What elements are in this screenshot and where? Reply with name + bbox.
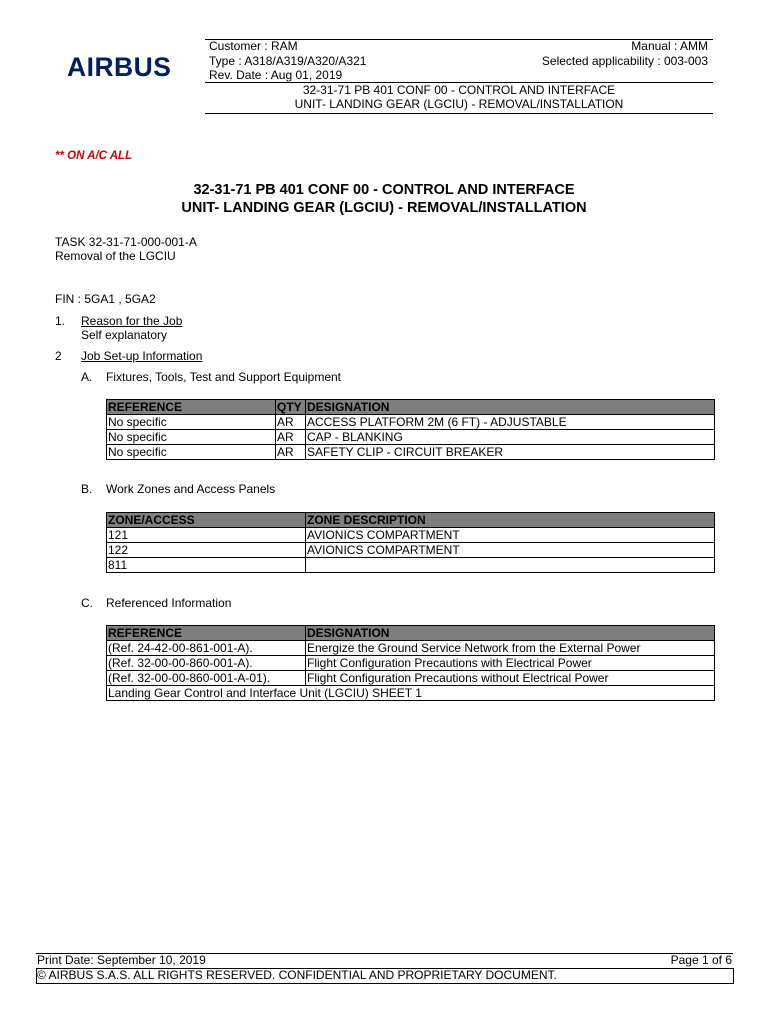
table-row bbox=[107, 430, 715, 445]
section-2-number: 2 bbox=[55, 349, 62, 363]
subsection-a-letter: A. bbox=[81, 370, 93, 384]
section-1-text: Self explanatory bbox=[81, 328, 168, 342]
table-cell: 122 bbox=[107, 543, 306, 558]
section-1-title: Reason for the Job bbox=[81, 314, 183, 328]
table-header-row bbox=[107, 400, 715, 415]
table-cell: No specific bbox=[107, 415, 276, 430]
column-header: ZONE DESCRIPTION bbox=[306, 513, 715, 528]
header-bottom-rule bbox=[205, 113, 713, 114]
reference-link[interactable]: (Ref. 24-42-00-861-001-A). bbox=[107, 641, 306, 656]
table-cell: 121 bbox=[107, 528, 306, 543]
print-date: Print Date: September 10, 2019 bbox=[37, 953, 206, 967]
table-header-row bbox=[107, 626, 715, 641]
reference-link[interactable]: (Ref. 32-00-00-860-001-A). bbox=[107, 656, 306, 671]
table-cell: AR bbox=[276, 430, 306, 445]
table-cell: AVIONICS COMPARTMENT bbox=[306, 528, 715, 543]
table-cell: Energize the Ground Service Network from the External Power bbox=[306, 641, 715, 656]
equipment-table bbox=[106, 399, 715, 460]
table-row bbox=[107, 445, 715, 460]
table-cell: AR bbox=[276, 445, 306, 460]
subsection-c-title: Referenced Information bbox=[106, 596, 232, 610]
work-zones-table bbox=[106, 512, 715, 573]
subsection-c-letter: C. bbox=[81, 596, 93, 610]
page-title-line2: UNIT- LANDING GEAR (LGCIU) - REMOVAL/INSTALLATION bbox=[181, 200, 587, 216]
section-1-number: 1. bbox=[55, 314, 66, 328]
table-cell: SAFETY CLIP - CIRCUIT BREAKER bbox=[306, 445, 715, 460]
column-header: REFERENCE bbox=[107, 400, 276, 415]
table-row bbox=[107, 671, 715, 686]
table-row bbox=[107, 686, 715, 701]
subsection-b-letter: B. bbox=[81, 482, 93, 496]
table-cell: No specific bbox=[107, 430, 276, 445]
column-header: DESIGNATION bbox=[306, 400, 715, 415]
referenced-info-table bbox=[106, 625, 715, 701]
table-row bbox=[107, 656, 715, 671]
subsection-b-title: Work Zones and Access Panels bbox=[106, 482, 276, 496]
column-header: QTY bbox=[276, 400, 306, 415]
fin-label: FIN : 5GA1 , 5GA2 bbox=[55, 292, 156, 306]
table-row bbox=[107, 543, 715, 558]
header-applicability: Selected applicability : 003-003 bbox=[541, 54, 708, 68]
header-manual: Manual : AMM bbox=[631, 39, 708, 53]
page-title-line1: 32-31-71 PB 401 CONF 00 - CONTROL AND INTERFACE bbox=[193, 182, 575, 198]
page-number: Page 1 of 6 bbox=[670, 953, 732, 967]
table-cell: ACCESS PLATFORM 2M (6 FT) - ADJUSTABLE bbox=[306, 415, 715, 430]
header-rev-date: Rev. Date : Aug 01, 2019 bbox=[209, 68, 343, 82]
task-id: TASK 32-31-71-000-001-A bbox=[55, 235, 197, 249]
table-row bbox=[107, 558, 715, 573]
column-header: DESIGNATION bbox=[306, 626, 715, 641]
table-cell: CAP - BLANKING bbox=[306, 430, 715, 445]
table-row bbox=[107, 641, 715, 656]
table-cell: 811 bbox=[107, 558, 306, 573]
table-row bbox=[107, 528, 715, 543]
airbus-logo: AIRBUS bbox=[67, 52, 172, 82]
table-header-row bbox=[107, 513, 715, 528]
header-customer: Customer : RAM bbox=[209, 39, 298, 53]
table-cell: AVIONICS COMPARTMENT bbox=[306, 543, 715, 558]
subsection-a-title: Fixtures, Tools, Test and Support Equipment bbox=[106, 370, 342, 384]
column-header: ZONE/ACCESS bbox=[107, 513, 306, 528]
table-cell: Flight Configuration Precautions without Electrical Power bbox=[306, 671, 715, 686]
table-cell bbox=[306, 558, 715, 573]
header-doc-ref-2: UNIT- LANDING GEAR (LGCIU) - REMOVAL/INSTALLATION bbox=[294, 97, 624, 111]
reference-link[interactable]: (Ref. 32-00-00-860-001-A-01). bbox=[107, 671, 306, 686]
applicability-note: ** ON A/C ALL bbox=[55, 150, 133, 162]
table-cell: No specific bbox=[107, 445, 276, 460]
header-type: Type : A318/A319/A320/A321 bbox=[209, 54, 367, 68]
table-cell: Flight Configuration Precautions with Electrical Power bbox=[306, 656, 715, 671]
table-row bbox=[107, 415, 715, 430]
task-name: Removal of the LGCIU bbox=[55, 249, 176, 263]
header-doc-ref-1: 32-31-71 PB 401 CONF 00 - CONTROL AND INTERFACE bbox=[302, 83, 616, 97]
figure-reference: Landing Gear Control and Interface Unit (LGCIU) SHEET 1 bbox=[107, 686, 715, 701]
copyright-text: © AIRBUS S.A.S. ALL RIGHTS RESERVED. CONFIDENTIAL AND PROPRIETARY DOCUMENT. bbox=[37, 968, 557, 982]
section-2-title: Job Set-up Information bbox=[81, 349, 203, 363]
table-cell: AR bbox=[276, 415, 306, 430]
column-header: REFERENCE bbox=[107, 626, 306, 641]
